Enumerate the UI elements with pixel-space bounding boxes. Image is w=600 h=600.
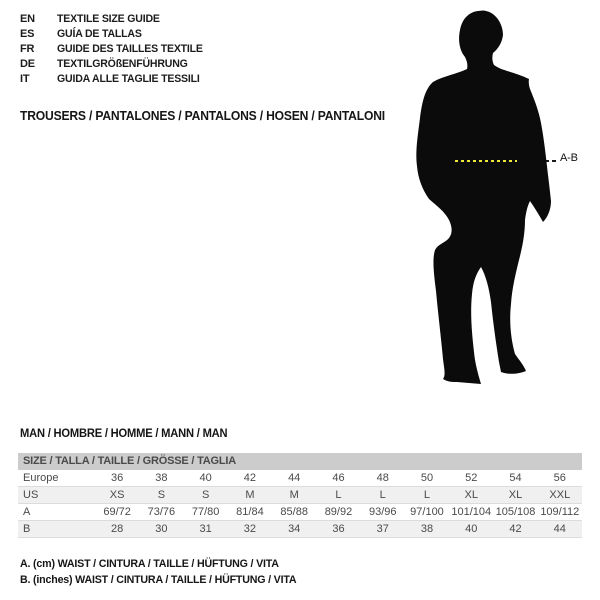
size-cell: 69/72 <box>103 506 131 518</box>
language-title: TEXTILGRÖßENFÜHRUNG <box>57 58 188 70</box>
size-row-cells <box>95 487 582 503</box>
section-heading: MAN / HOMBRE / HOMME / MANN / MAN <box>20 428 228 440</box>
size-row-label: US <box>23 489 39 501</box>
language-title: GUIDA ALLE TAGLIE TESSILI <box>57 73 200 85</box>
size-cell: M <box>245 489 255 501</box>
size-table-row <box>18 504 582 521</box>
size-cell: 93/96 <box>368 506 397 518</box>
size-table-rows <box>18 470 582 538</box>
size-cell: 56 <box>553 472 566 484</box>
language-title: GUÍA DE TALLAS <box>57 28 142 40</box>
size-table <box>18 453 582 538</box>
size-cell: 32 <box>243 523 257 535</box>
size-cell: 89/92 <box>324 506 353 518</box>
size-cell: XL <box>508 489 523 501</box>
size-table-row <box>18 521 582 538</box>
language-title: GUIDE DES TAILLES TEXTILE <box>57 43 203 55</box>
size-row-cells <box>95 470 582 486</box>
size-cell: 38 <box>155 472 168 484</box>
language-code: EN <box>20 13 35 25</box>
size-cell: S <box>201 489 210 501</box>
language-code: ES <box>20 28 35 40</box>
size-cell: 50 <box>420 472 434 484</box>
size-cell: XL <box>464 489 478 501</box>
size-cell: XXL <box>549 489 571 501</box>
size-cell: 34 <box>288 523 301 535</box>
language-code: DE <box>20 58 35 70</box>
size-cell: 37 <box>376 523 389 535</box>
size-cell: 105/108 <box>495 506 536 518</box>
size-row-label: A <box>23 506 31 518</box>
size-cell: 28 <box>111 523 124 535</box>
measurement-notes <box>20 556 305 588</box>
size-cell: 54 <box>509 472 522 484</box>
size-cell: 44 <box>553 523 566 535</box>
size-cell: 81/84 <box>236 506 264 518</box>
size-cell: 42 <box>243 472 257 484</box>
language-code: IT <box>20 73 30 85</box>
size-cell: XS <box>109 489 125 501</box>
measurement-note: A. (cm) WAIST / CINTURA / TAILLE / HÜFTUNG / VITA <box>20 558 279 570</box>
size-cell: 48 <box>376 472 389 484</box>
size-cell: 36 <box>111 472 124 484</box>
size-table-row <box>18 487 582 504</box>
garment-heading: TROUSERS / PANTALONES / PANTALONS / HOSEN / PANTALONI <box>20 109 385 123</box>
size-cell: 30 <box>155 523 168 535</box>
size-table-row <box>18 470 582 487</box>
size-cell: 97/100 <box>410 506 444 518</box>
size-cell: 109/112 <box>540 506 580 518</box>
size-row-label: Europe <box>23 472 59 484</box>
language-code: FR <box>20 43 35 55</box>
size-row-cells <box>95 521 582 537</box>
size-cell: L <box>423 489 431 501</box>
size-cell: L <box>335 489 342 501</box>
size-cell: 40 <box>199 472 212 484</box>
size-cell: 77/80 <box>191 506 220 518</box>
size-cell: 42 <box>509 523 522 535</box>
measure-dashed-line-inner <box>455 160 517 162</box>
size-row-label: B <box>23 523 31 535</box>
size-cell: 46 <box>332 472 345 484</box>
size-cell: 40 <box>465 523 478 535</box>
size-cell: 31 <box>199 523 212 535</box>
size-cell: 85/88 <box>280 506 308 518</box>
measurement-note: B. (inches) WAIST / CINTURA / TAILLE / HÜFTUNG / VITA <box>20 574 297 586</box>
size-row-cells <box>95 504 582 520</box>
size-cell: 36 <box>332 523 345 535</box>
size-cell: 73/76 <box>147 506 176 518</box>
size-cell: 38 <box>420 523 434 535</box>
measure-label: A-B <box>560 152 578 164</box>
size-cell: S <box>157 489 166 501</box>
man-silhouette <box>412 5 587 395</box>
size-table-header: SIZE / TALLA / TAILLE / GRÖSSE / TAGLIA <box>18 453 582 470</box>
language-title: TEXTILE SIZE GUIDE <box>57 13 160 25</box>
size-cell: 52 <box>465 472 478 484</box>
size-cell: 44 <box>288 472 301 484</box>
size-cell: M <box>289 489 299 501</box>
size-cell: L <box>379 489 386 501</box>
size-cell: 101/104 <box>451 506 492 518</box>
